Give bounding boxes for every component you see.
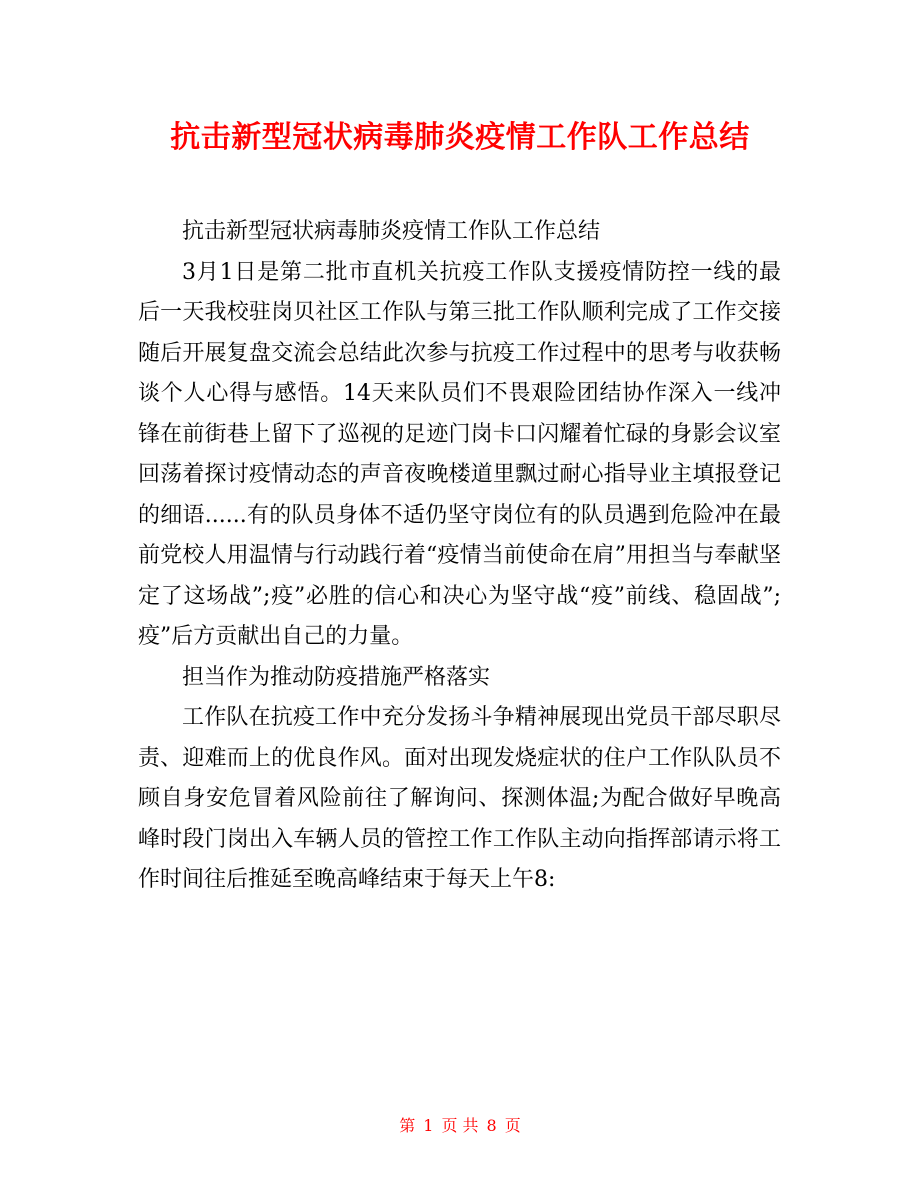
paragraph-measures: 工作队在抗疫工作中充分发扬斗争精神展现出党员干部尽职尽责、迎难而上的优良作风。面对出现发烧症状的住户工作队队员不顾自身安危冒着风险前往了解询问、探测体温;为配合做好早晚高峰时段门岗出入车辆人员的管控工作工作队主动向指挥部请示将工作时间往后推延至晚高峰结束于每天上午8: (138, 705, 781, 892)
footer-page-suffix: 页 (504, 1116, 521, 1135)
footer-page-prefix: 第 (399, 1116, 416, 1135)
document-body (138, 212, 781, 901)
paragraph-section-heading: 担当作为推动防疫措施严格落实 (182, 664, 491, 690)
footer-page-current: 1 (423, 1116, 434, 1135)
document-title: 抗击新型冠状病毒肺炎疫情工作队工作总结 (170, 120, 750, 155)
paragraph-heading-repeat: 抗击新型冠状病毒肺炎疫情工作队工作总结 (182, 219, 601, 244)
paragraph-intro: 3月1日是第二批市直机关抗疫工作队支援疫情防控一线的最后一天我校驻岗贝社区工作队与第三批工作队顺利完成了工作交接随后开展复盘交流会总结此次参与抗疫工作过程中的思考与收获畅谈个人心得与感悟。14天来队员们不畏艰险团结协作深入一线冲锋在前街巷上留下了巡视的足迹门岗卡口闪耀着忙碌的身影会议室回荡着探讨疫情动态的声音夜晚楼道里飘过耐心指导业主填报登记的细语......有的队员身体不适仍坚守岗位有的队员遇到危险冲在最前党校人用温情与行动践行着“疫情当前使命在肩”用担当与奉献坚定了这场战”;疫”必胜的信心和决心为坚守战“疫”前线、稳固战”;疫”后方贡献出自己的力量。 (138, 259, 781, 649)
footer-page-mid: 页 共 (441, 1116, 479, 1135)
page-footer (0, 1115, 920, 1137)
footer-page-total: 8 (486, 1116, 497, 1135)
